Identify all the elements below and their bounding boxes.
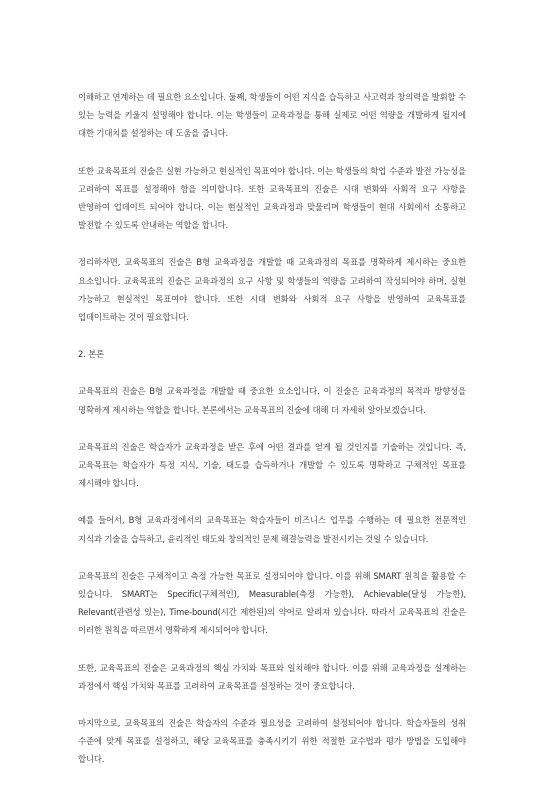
paragraph-3: 정리하자면, 교육목표의 진술은 B형 교육과정을 개발할 때 교육과정의 목표를 명확하게 제시하는 중요한 요소입니다. 교육목표의 진술은 교육과정의 요구 사항 및 학생들의 역량을 고려하여 작성되어야 하며, 실현 가능하고 현실적인 목표여야 합니다. 또한 시대 변화와 사회적 요구 사항을 반영하여 교육목표를 업데이트하는 것이 필요합니다. xyxy=(78,257,466,323)
paragraph-9: 마지막으로, 교육목표의 진술은 학습자의 수준과 필요성을 고려하여 설정되어야 합니다. 학습자들의 성취 수준에 맞게 목표를 설정하고, 해당 교육목표를 충족시키기 위한 적절한 교수법과 평가 방법을 도입해야 합니다. xyxy=(78,718,466,765)
paragraph-8: 또한, 교육목표의 진술은 교육과정의 핵심 가치와 목표와 일치해야 합니다. 이를 위해 교육과정을 설계하는 과정에서 핵심 가치와 목표를 고려하여 교육목표를 설정하는 것이 중요합니다. xyxy=(78,662,466,691)
paragraph-7: 교육목표의 진술은 구체적이고 측정 가능한 목표로 설정되어야 합니다. 이를 위해 SMART 원칙을 활용할 수 있습니다. SMART는 Specific(구체적인), Measurable(측정 가능한), Achievable(달성 가능한), Relevant(관련성 있는), Time-bound(시간 제한된)의 약어로 알려져 있습니다. 따라서 교육목표의 진술은 이러한 원칙을 따르면서 명확하게 제시되어야 합니다. xyxy=(78,570,466,636)
document-body xyxy=(78,88,466,788)
paragraph-6: 예를 들어서, B형 교육과정에서의 교육목표는 학습자들이 비즈니스 업무를 수행하는 데 필요한 전문적인 지식과 기술을 습득하고, 윤리적인 태도와 창의적인 문제 해결능력을 발전시키는 것일 수 있습니다. xyxy=(78,515,466,544)
paragraph-1: 이해하고 연계하는 데 필요한 요소입니다. 둘째, 학생들이 어떤 지식을 습득하고 사고력과 창의력을 발휘할 수 있는 능력을 키울지 설명해야 합니다. 이는 학생들이 교육과정을 통해 실제로 어떤 역량을 개발하게 될지에 대한 기대치를 설정하는 데 도움을 줍니다. xyxy=(78,92,466,139)
paragraph-5: 교육목표의 진술은 학습자가 교육과정을 받은 후에 어떤 결과를 얻게 될 것인지를 기술하는 것입니다. 즉, 교육목표는 학습자가 특정 지식, 기술, 태도를 습득하거나 개발할 수 있도록 명확하고 구체적인 목표를 제시해야 합니다. xyxy=(78,441,466,489)
section-heading: 2. 본론 xyxy=(78,349,105,360)
paragraph-2: 또한 교육목표의 진술은 실현 가능하고 현실적인 목표여야 합니다. 이는 학생들의 학업 수준과 발전 가능성을 고려하여 목표를 설정해야 함을 의미합니다. 또한 교육목표의 진술은 시대 변화와 사회적 요구 사항을 반영하여 업데이트 되어야 합니다. 이는 현실적인 교육과정과 맞물리며 학생들이 현대 사회에서 소통하고 발전할 수 있도록 안내하는 역할을 합니다. xyxy=(78,165,466,231)
paragraph-4: 교육목표의 진술은 B형 교육과정을 개발할 때 중요한 요소입니다. 이 진술은 교육과정의 목적과 방향성을 명확하게 제시하는 역할을 합니다. 본론에서는 교육목표의 진술에 대해 더 자세히 알아보겠습니다. xyxy=(78,386,466,415)
